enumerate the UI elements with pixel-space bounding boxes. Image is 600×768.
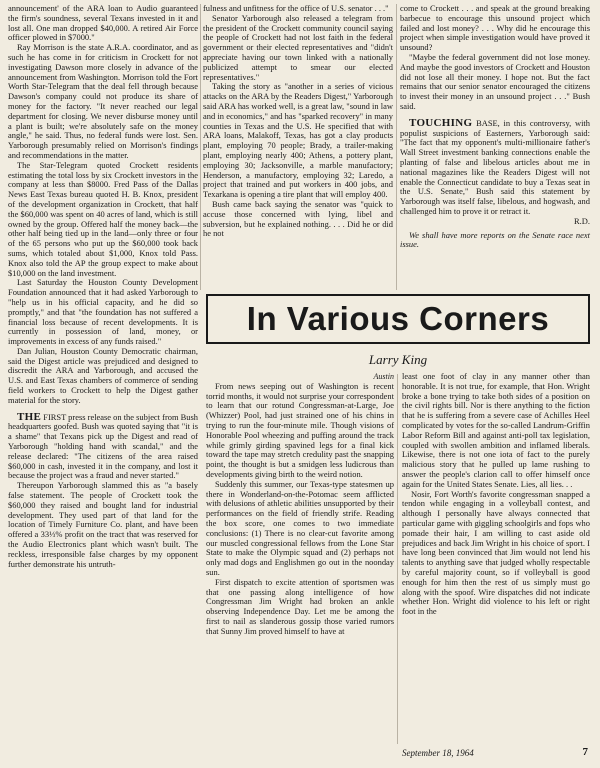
byline: Larry King [368,352,428,367]
dropcap: TOUCHING [409,116,473,129]
column-3 [400,4,590,250]
author-initials: R.D. [574,215,590,226]
paragraph: announcement' of the ARA loan to Audio guaranteed the firm's soundness, several Texans invested in it and lost all. One man dropped $40,000. A retired Air Force officer plowed in $7000." [8,3,198,43]
editor-note: We shall have more reports on the Senate race next issue. [400,229,590,250]
paragraph: Thereupon Yarborough slammed this as "a basely false statement. The people of Crockett took the $60,000 they raised and bought land for industrial development. They used part of that land for the location of Timely Furniture Co. plant, and have been offered a 33⅓% profit on the tract that was reserved for the Audio Electronics plant which wasn't built. The reckless, irresponsible false charges by my opponent further demonstrate his untruth- [8,480,198,569]
paragraph: least one foot of clay in any manner other than honorable. It is not true, for example, that Hon. Wright broke a bone trying to take both sides of a position on the civil rights bill. Nor is there anything to the fiction that he is suffering from a severe case of Achilles Heel complicated by votes for the so-called Landrum-Griffin Labor Reform Bill and against anti-poll tax legislation, coupled with swollen ambition and inflamed liberals. Likewise, there is not one iota of fact to the purely malicious story that he pulled up lame rushing to answer the people's clarion call to offer himself once again for the United States Senate. Lies, all lies. . . [402,371,590,489]
paragraph: Bush came back saying the senator was "quick to accuse those concerned with lying, libel and subversion, but he explained nothing. . . . Did he or did he not [203,198,393,239]
column-2 [203,4,393,239]
section-title: In Various Corners [246,300,550,337]
page-number: 7 [582,746,588,758]
article-column-1 [206,372,394,637]
column-divider [200,4,201,290]
section-banner [206,294,590,344]
paragraph: fulness and unfitness for the office of U.S. senator . . ." [203,3,389,13]
paragraph [400,116,590,217]
issue-date: September 18, 1964 [402,748,474,758]
paragraph: "Maybe the federal government did not lose money. And maybe the good investors of Crockett and Houston did not lose all their money. I hope not. But the fact remains that our senior senator encouraged the citizens to invest their money in an unsound project . . ." Bush said. [400,51,590,111]
paragraph: Dan Julian, Houston County Democratic chairman, said the Digest article was prejudiced and designed to discredit the ARA and Yarborough, and accused the U.S. and East Texas chambers of commerce of sending field workers to Crockett to help the Digest gather material for the story. [8,345,198,405]
paragraph: Suddenly this summer, our Texas-type statesmen up there in Wonderland-on-the-Potomac seem afflicted with delusions of athletic abilities unsupported by their performances on the field of friendly strife. Reading the box score, one comes to two immediate conclusions: (1) There is no clear-cut favorite among our muscled congressional fellows from the Lone Star State to make the Olympic squad and (2) perhaps not only mad dogs and Englishmen go out in the noonday sun. [206,478,394,577]
article-column-2 [402,372,590,617]
paragraph: Nosir, Fort Worth's favorite congressman snapped a tendon while engaging in a volleyball contest, and although I personally have always connected that particular game with giggling schoolgirls and fops who pomade their hair, I am willing to cast aside old prejudices and back Jim Wright in his choice of sport. I have long been convinced that Jim would not lend his talents to anything save that judged wholly respectable by careful majority count, so if volleyball is good enough for him then the rest of us simply must go along with the spoof. Wire dispatches did not indicate whether Hon. Wright did violence to his left or right foot in the [402,488,590,617]
paragraph: Ray Morrison is the state A.R.A. coordinator, and as such he has come in for criticism in Crockett for not investigating Dawson more closely in advance of the announcement from Washington. Morrison told the Fort Worth Star-Telegram that the deal fell through because Dawson's company could not produce its share of money for the factory. "It never reached our legal department for closing. We never disburse money until a plant is built; we're absolutely safe on the money angle," he said. Thus, no federal funds were lost. Sen. Yarborough presumably relied on Morrison's findings and recommendations in the matter. [8,42,198,160]
paragraph-text: BASE, in this controversy, with populist suspicions of Easterners, Yarborough said: "The fact that my opponent's multi-millionaire father's Wall Street investment banking connections enable the planting of false and libelous articles about me in national magazines like the Readers Digest will not enable the Connecticut candidate to buy a Texas seat in the U.S. Senate," Bush said this statement by Yarborough was itself false, libelous, and hogwash, and challenged him to prove it or retract it. [400,117,590,216]
paragraph: First dispatch to excite attention of sportsmen was that one passing along intelligence of how Congressman Jim Wright had broken an ankle observing Independence Day. Let me be among the first to nail as slanderous gossip those varied rumors that Sunny Jim proved himself to have at [206,576,394,636]
dropcap: THE [17,410,42,423]
column-1 [8,4,198,569]
paragraph: The Star-Telegram quoted Crockett residents estimating the total loss by six Crockett investors in the company at less than $8000. Fred Pass of the Dallas News East Texas bureau quoted H. B. Knox, president of the development organization in Crockett, that half the $60,000 was spent on 40 acres of land, which is still owned by the group. Offered half the money back—the other half being tied up in the land—only three or four of the 65 persons who put up the $60,000 took back sums, which totaled about $1,000, Knox told Pass. Knox also told the AP the group expect to make about $10,000 on the land investment. [8,159,198,278]
paragraph: Last Saturday the Houston County Development Foundation announced that it had asked Yarborough to "help us in his official capacity, and he did so promptly," and that "the foundation has not suffered a financial loss because of recent developments. It is currently in possession of land, money, or improvements in excess of any funds raised." [8,277,198,347]
column-divider [396,4,397,290]
paragraph: Taking the story as "another in a series of vicious attacks on the ARA by the Readers Digest," Yarborough said ARA has worked well, is a great law, "sound in law and in economics," and has "sparked recovery" in many counties in Texas and the U.S. He specified that with ARA loans, Malakoff, Texas, has got a clay products plant, employing 70 people; Brady, a trailer-making plant, employing nearly 400; Athens, a pottery plant, employing 30; Jacksonville, a marble manufactory; Henderson, a manufactory, employing 32; Laredo, a project that trained and put workers in 400 jobs, and Texarkana is opening a tire plant that will employ 400. [203,81,393,200]
paragraph [8,410,198,482]
page-footer [402,748,590,758]
column-divider [397,374,398,744]
paragraph: Senator Yarborough also released a telegram from the president of the Crockett community council saying the people of Crockett had not lost faith in the federal government or their elected representatives and "didn't appreciate having our town linked with a nationally publicized attempt to smear our elected representatives." [203,12,393,82]
dateline: Austin [373,372,394,381]
paragraph: From news seeping out of Washington is recent torrid months, it would not surprise your correspondent to learn that our rotund Congressman-at-Large, Joe (Whizzer) Pool, had just strained one of his chins in trying to run the four-minute mile. Though visions of Honorable Pool wheezing and puffing around the track while grimly girding spavined legs for a final kick toward the tape may stretch credulity past the snapping point, the thought is but a smidgen less ludicrous than developments giving birth to the weird notion. [206,380,394,479]
paragraph-text: FIRST press release on the subject from Bush headquarters goofed. Bush was quoted saying that "it is a shame" that Texans pick up the Digest and read of Yarborough "holding hand with scandal," and the release declared: "The citizens of the area raised $60,000 in cash, invested it in the company, and lost it because the project was a fraud and never started." [8,411,198,481]
paragraph: come to Crockett . . . and speak at the ground breaking barbecue to encourage this unsound project which failed and lost money? . . . Why did he encourage this project when simple investigation would have proved it unsound? [400,3,590,53]
